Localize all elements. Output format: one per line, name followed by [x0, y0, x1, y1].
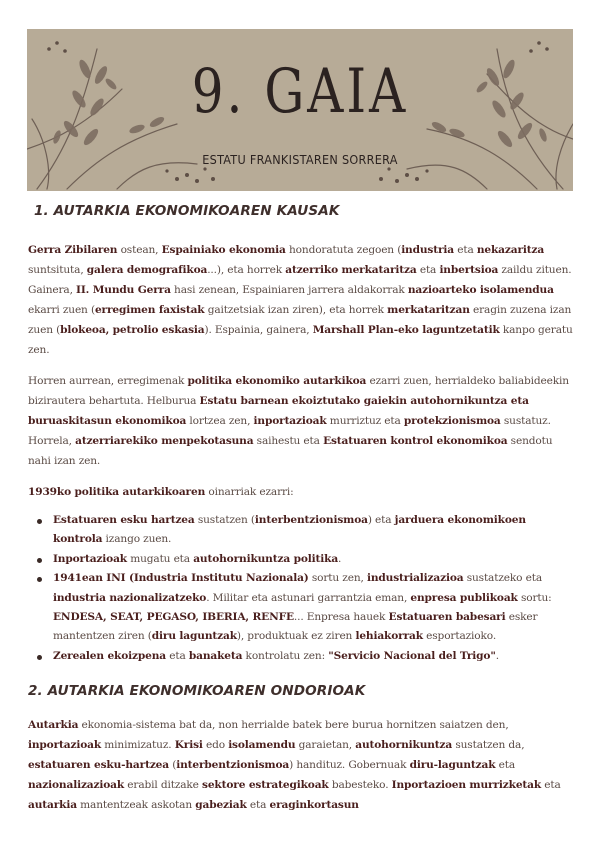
bold-term: banaketa [188, 649, 243, 662]
text-run: ), produktuak ez ziren [236, 630, 356, 643]
text-run: sustatzen da, [452, 739, 525, 752]
bold-term: diru laguntzak [151, 630, 237, 643]
bold-term: merkataritzan [387, 304, 470, 316]
paragraph-causes-2 [28, 371, 574, 471]
bold-term: lehiakorrak [355, 630, 423, 643]
bold-term: sektore estrategikoak [202, 779, 329, 792]
page-title: 9. GAIA [191, 56, 409, 127]
text-run: ) eta [367, 514, 395, 526]
bold-term: autohornikuntza politika [193, 552, 339, 565]
text-run: sustatzen ( [194, 514, 255, 526]
text-run: sustatzeko eta [463, 572, 542, 585]
list-item [36, 550, 574, 569]
text-run: ostean, [117, 244, 162, 256]
text-run: eta [166, 649, 189, 662]
bold-term: nazioarteko isolamendua [407, 284, 554, 296]
bold-term: inbertsioa [439, 264, 499, 276]
bold-term: inportazioak [28, 739, 102, 752]
bold-term: nazionalizazioak [28, 779, 125, 792]
bold-term: interbentzionismoa [254, 514, 368, 526]
text-run: edo [202, 739, 229, 752]
bold-term: gabeziak [195, 799, 247, 812]
text-run: hasi zenean, Espainiaren jarrera aldakorrak [170, 284, 408, 296]
bold-term: interbentzionismoa [176, 759, 290, 772]
bold-term: jarduera ekonomikoen kontrola [53, 514, 526, 546]
text-run: ... Enpresa hauek [293, 611, 389, 624]
bold-term: 1939ko politika autarkikoaren [28, 486, 206, 498]
text-run: garaietan, [295, 739, 356, 752]
bold-term: "Servicio Nacional del Trigo" [328, 649, 496, 662]
section-heading-consequences: 2. AUTARKIA EKONOMIKOAREN ONDORIOAK [28, 683, 366, 700]
paragraph-causes-1 [28, 240, 574, 360]
bold-term: Inportazioak [53, 552, 127, 565]
bold-term: ENDESA, SEAT, PEGASO, IBERIA, RENFE [53, 611, 294, 624]
bold-term: atzerriarekiko menpekotasuna [75, 435, 254, 447]
text-run: eta [454, 244, 477, 256]
text-run: eta [541, 779, 561, 792]
text-run: ekonomia-sistema bat da, non herrialde batek bere burua hornitzen saiatzen den, [78, 719, 509, 732]
bold-term: industria nazionalizatzeko [53, 591, 207, 604]
text-run: eta [246, 799, 270, 812]
bold-term: inportazioak [253, 415, 327, 427]
bold-term: erregimen faxistak [94, 304, 205, 316]
bold-term: atzerriko merkataritza [285, 264, 417, 276]
text-run: . [495, 649, 499, 662]
text-run: eragin zuzena izan zuen ( [28, 304, 572, 336]
bold-term: Espainiako ekonomia [161, 244, 286, 256]
bold-term: eraginkortasun [269, 799, 359, 812]
bold-term: industria [401, 244, 455, 256]
bold-term: politika ekonomiko autarkikoa [187, 375, 367, 387]
paragraph-intro-1939 [28, 482, 574, 502]
text-run: esker mantentzen ziren ( [53, 611, 538, 643]
text-run: esportazioko. [422, 630, 497, 643]
bold-term: Gerra Zibilaren [28, 244, 118, 256]
bold-term: estatuaren esku-hartzea [28, 759, 169, 772]
bold-term: autohornikuntza [355, 739, 453, 752]
bold-term: diru-laguntzak [409, 759, 496, 772]
list-item [36, 569, 574, 647]
header-banner [27, 29, 573, 191]
bullet-list [36, 511, 574, 666]
bold-term: Inportazioen murrizketak [391, 779, 542, 792]
text-run: saihestu eta [253, 435, 324, 447]
text-run: ( [169, 759, 177, 772]
bold-term: blokeoa, petrolio eskasia [60, 324, 205, 336]
bold-term: galera demografikoa [86, 264, 208, 276]
bold-term: Estatuaren babesari [388, 611, 506, 624]
text-run: izango zuen. [102, 533, 172, 546]
bold-term: Estatu barnean ekoiztutako gaiekin autohornikuntza eta buruaskitasun ekonomikoa [28, 395, 529, 427]
text-run: eta [495, 759, 516, 772]
text-run: erabil ditzake [124, 779, 203, 792]
text-run: Horren aurrean, erregimenak [28, 375, 188, 387]
list-item [36, 647, 574, 666]
bold-term: Autarkia [28, 719, 79, 732]
bold-term: 1941ean INI (Industria Institutu Nazionala) [53, 572, 309, 585]
text-run: mantentzeak askotan [76, 799, 196, 812]
text-run: kanpo geratu zen. [28, 324, 573, 356]
bold-term: enpresa publikoak [410, 591, 518, 604]
bold-term: Zerealen ekoizpena [53, 649, 167, 662]
bold-term: industrializazioa [366, 572, 464, 585]
text-run: sendotu nahi izan zen. [28, 435, 553, 467]
bold-term: II. Mundu Gerra [76, 284, 171, 296]
bold-term: Krisi [174, 739, 203, 752]
text-run: ). Espainia, gainera, [204, 324, 313, 336]
page-subtitle: ESTATU FRANKISTAREN SORRERA [202, 152, 398, 167]
text-run: zaildu zituen. Gainera, [28, 264, 572, 296]
section-heading-causes: 1. AUTARKIA EKONOMIKOAREN KAUSAK [34, 203, 340, 219]
list-item [36, 511, 574, 550]
text-run: minimizatuz. [101, 739, 175, 752]
text-run: mugatu eta [126, 552, 194, 565]
text-run: kontrolatu zen: [242, 649, 329, 662]
text-run: . Militar eta astunari garrantzia eman, [206, 591, 411, 604]
text-run: suntsituta, [28, 264, 87, 276]
bold-term: Marshall Plan-eko laguntzetatik [312, 324, 500, 336]
text-run: lortzea zen, [186, 415, 254, 427]
text-run: gaitzetsiak izan ziren), eta horrek [204, 304, 388, 316]
bold-term: nekazaritza [476, 244, 545, 256]
bold-term: autarkia [28, 799, 77, 812]
bold-term: isolamendu [228, 739, 296, 752]
paragraph-consequences [28, 715, 574, 815]
text-run: hondoratuta zegoen ( [285, 244, 402, 256]
text-run: sustatuz. Horrela, [28, 415, 551, 447]
text-run: ekarri zuen ( [28, 304, 95, 316]
text-run: oinarriak ezarri: [205, 486, 294, 498]
text-run: babesteko. [328, 779, 392, 792]
text-run: . [338, 552, 342, 565]
bold-term: Estatuaren kontrol ekonomikoa [323, 435, 508, 447]
text-run: eta [416, 264, 440, 276]
text-run: sortu zen, [308, 572, 367, 585]
document-body [28, 203, 574, 826]
text-run: ) handituz. Gobernuak [289, 759, 410, 772]
text-run: ezarri zuen, herrialdeko baliabideekin bizirautera behartuta. Helburua [28, 375, 569, 407]
bold-term: protekzionismoa [403, 415, 501, 427]
text-run: murriztuz eta [326, 415, 404, 427]
text-run: sortu: [517, 591, 552, 604]
bold-term: Estatuaren esku hartzea [53, 514, 195, 526]
text-run: ...), eta horrek [207, 264, 286, 276]
